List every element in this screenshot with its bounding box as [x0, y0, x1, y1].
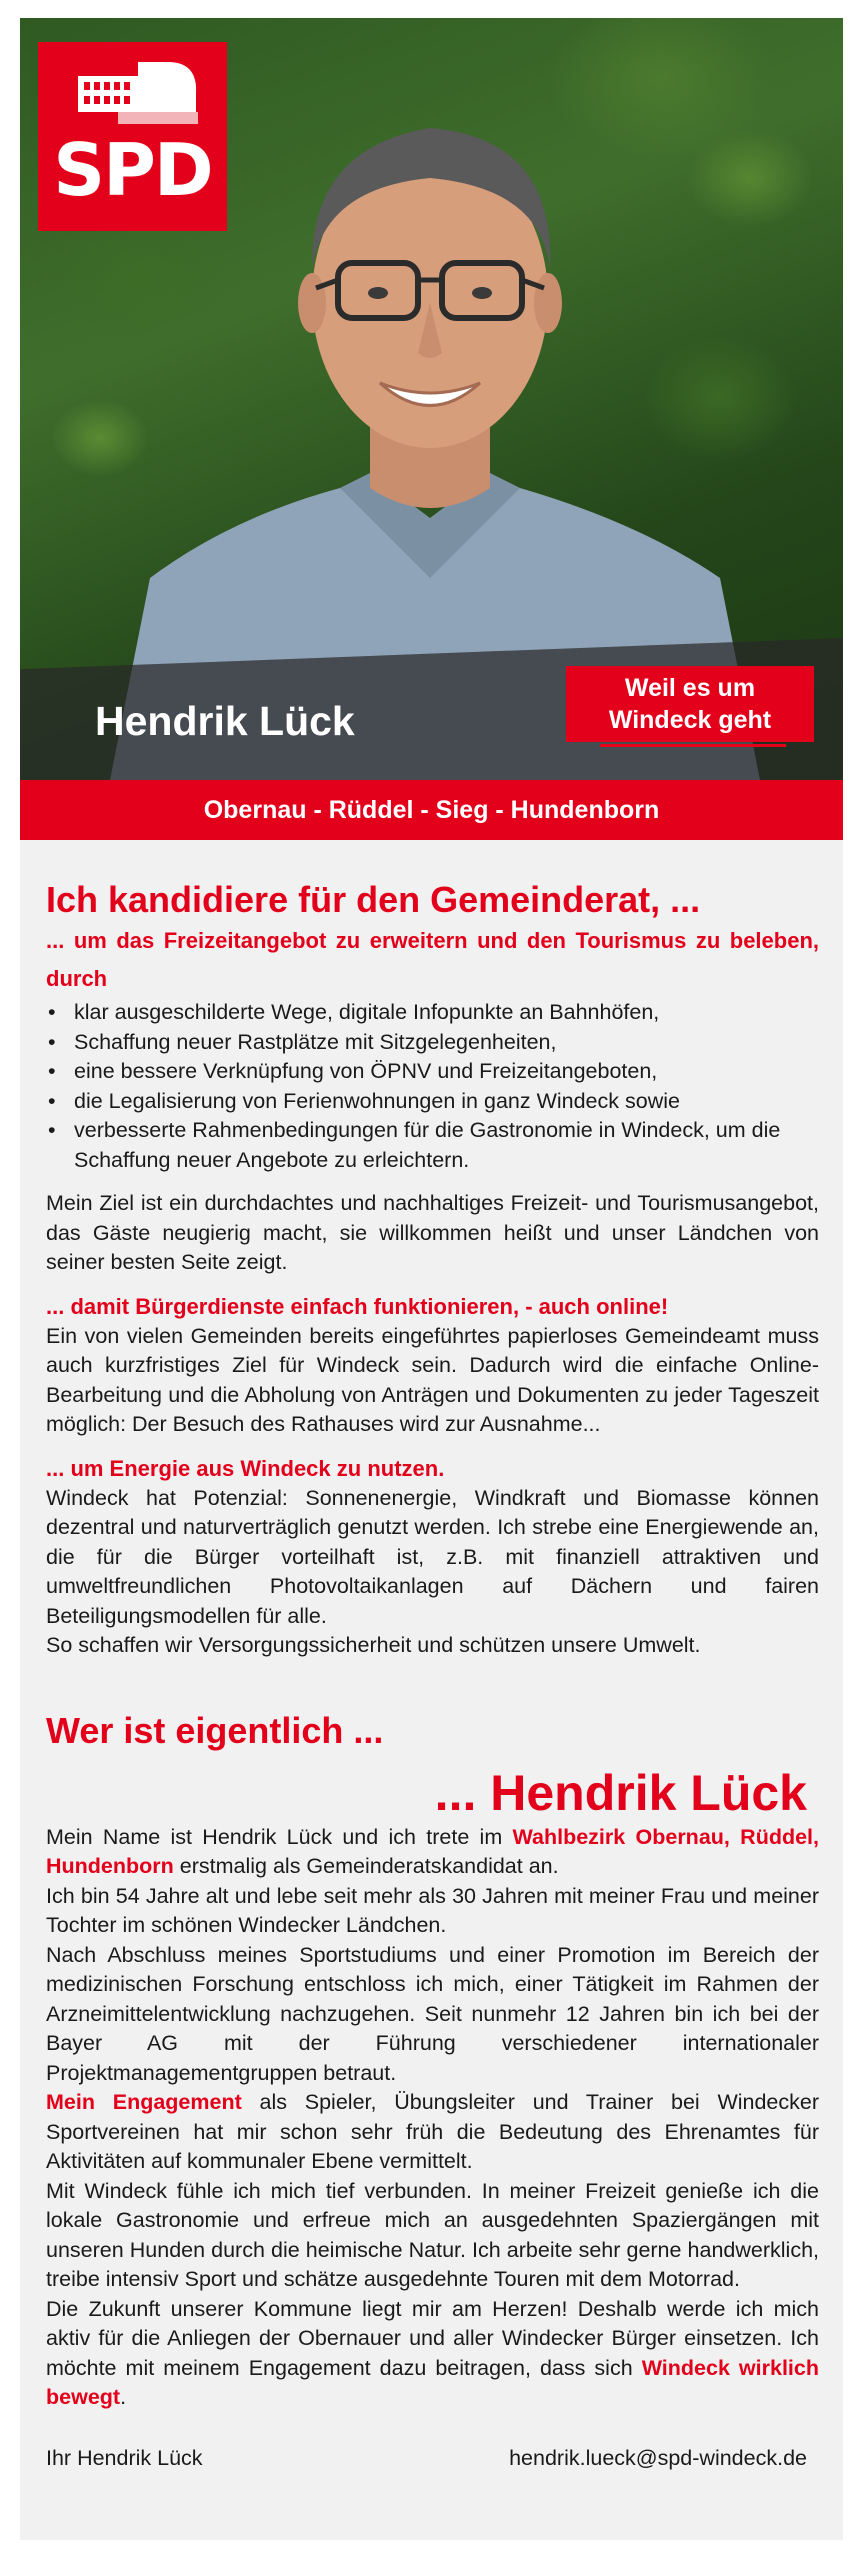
about-paragraph-career: Nach Abschluss meines Sportstudiums und einer Promotion im Bereich der medizinischen Forschung entschloss ich mich, einer Tätigkeit im Rahmen der Arzneimittelentwicklung nachzugehen. Seit nunmehr 12 Jahren bin ich bei der Bayer AG mit der Führung verschiedener internationaler Projektmanagementgruppen betraut.: [46, 1942, 819, 2085]
highlight-windeck: Windeck wirklich bewegt: [46, 2355, 819, 2409]
subtitle-energy: ... um Energie aus Windeck zu nutzen.: [46, 1455, 445, 1481]
content: [20, 840, 843, 2473]
about-paragraph-hobbies: Mit Windeck fühle ich mich tief verbunden. In meiner Freizeit genieße ich die lokale Gastronomie und erfreue mich an ausgedehnten Spaziergängen mit unseren Hunden durch die heimische Natur. Ich arbeite sehr gerne handwerklich, treibe intensiv Sport und schätze ausgedehnte Touren mit dem Motorrad.: [46, 2178, 819, 2291]
goals-list: [46, 998, 819, 1175]
text-segment: als Spieler, Übungsleiter und Trainer bei Windecker Sportvereinen hat mir schon sehr früh die Bedeutung des Ehrenamtes für Aktivitäten auf kommunaler Ebene vermittelt.: [46, 2090, 819, 2173]
about-paragraph-family: Ich bin 54 Jahre alt und lebe seit mehr als 30 Jahren mit meiner Frau und meiner Tochter im schönen Windecker Ländchen.: [46, 1883, 819, 1937]
section-title-candidacy: Ich kandidiere für den Gemeinderat, ...: [46, 879, 701, 920]
list-item: • verbesserte Rahmenbedingungen für die Gastronomie in Windeck, um die Schaffung neuer Angebote zu erleichtern.: [46, 1116, 819, 1175]
list-item: • klar ausgeschilderte Wege, digitale Infopunkte an Bahnhöfen,: [46, 998, 819, 1028]
text-segment: erstmalig als Gemeinderatskandidat an.: [173, 1854, 559, 1878]
subtitle-services: ... damit Bürgerdienste einfach funktionieren, - auch online!: [46, 1293, 669, 1319]
hero-section: [20, 18, 843, 780]
signature: Ihr Hendrik Lück: [46, 2445, 203, 2470]
about-paragraph-future: [46, 2295, 819, 2413]
list-item: • die Legalisierung von Ferienwohnungen in ganz Windeck sowie: [46, 1087, 819, 1117]
text-segment: Die Zukunft unserer Kommune liegt mir am Herzen! Deshalb werde ich mich aktiv für die Anliegen der Obernauer und aller Windecker Bürger einsetzen. Ich möchte mit meinem Engagement dazu beitragen, dass sich: [46, 2296, 819, 2380]
slogan-line-1: Weil es um: [624, 674, 756, 702]
candidate-name: Hendrik Lück: [95, 698, 355, 744]
building-icon: [78, 54, 198, 124]
about-paragraph-engagement: [46, 2088, 819, 2177]
slogan-line-2: Windeck geht: [608, 706, 772, 734]
district-bar: Obernau - Rüddel - Sieg - Hundenborn: [20, 780, 843, 840]
section-title-about: Wer ist eigentlich ...: [46, 1709, 384, 1751]
slogan-underline: [600, 744, 786, 747]
about-name-title: ... Hendrik Lück: [434, 1764, 807, 1821]
list-item: • eine bessere Verknüpfung von ÖPNV und Freizeitangeboten,: [46, 1057, 819, 1087]
logo-text: SPD: [53, 128, 212, 212]
footer: [46, 2443, 819, 2473]
spd-logo: [38, 42, 227, 231]
highlight-district: Wahlbezirk Obernau, Rüddel, Hundenborn: [46, 1824, 819, 1878]
email-link[interactable]: hendrik.lueck@spd-windeck.de: [509, 2445, 807, 2470]
subtitle-tourism: ... um das Freizeitangebot zu erweitern und den Tourismus zu beleben, durch: [46, 928, 819, 991]
about-paragraph-intro: [46, 1823, 819, 1882]
paragraph-energy-closing: So schaffen wir Versorgungssicherheit und schützen unsere Umwelt.: [46, 1633, 701, 1657]
paragraph-energy: Windeck hat Potenzial: Sonnenenergie, Windkraft und Biomasse können dezentral und naturverträglich genutzt werden. Ich strebe eine Energiewende an, die für die Bürger vorteilhaft ist, z.B. mit finanziell attraktiven und umweltfreundlichen Photovoltaikanlagen auf Dächern und fairen Beteiligungsmodellen für alle.: [46, 1485, 819, 1628]
slogan-box: [566, 666, 814, 742]
paragraph-services: Ein von vielen Gemeinden bereits eingeführtes papierloses Gemeindeamt muss auch kurzfristiges Ziel für Windeck sein. Dadurch wird die einfache Online-Bearbeitung und die Abholung von Anträgen und Dokumenten zu jeder Tageszeit möglich: Der Besuch des Rathauses wird zur Ausnahme...: [46, 1323, 819, 1436]
text-segment: Mein Name ist Hendrik Lück und ich trete im: [46, 1824, 513, 1849]
list-item: • Schaffung neuer Rastplätze mit Sitzgelegenheiten,: [46, 1028, 819, 1058]
text-segment: .: [120, 2385, 127, 2409]
paragraph-tourism: Mein Ziel ist ein durchdachtes und nachhaltiges Freizeit- und Tourismusangebot, das Gäste neugierig macht, sie willkommen heißt und unser Ländchen von seiner besten Seite zeigt.: [46, 1191, 819, 1274]
highlight-engagement: Mein Engagement: [46, 2090, 242, 2114]
flyer: [20, 18, 843, 2540]
